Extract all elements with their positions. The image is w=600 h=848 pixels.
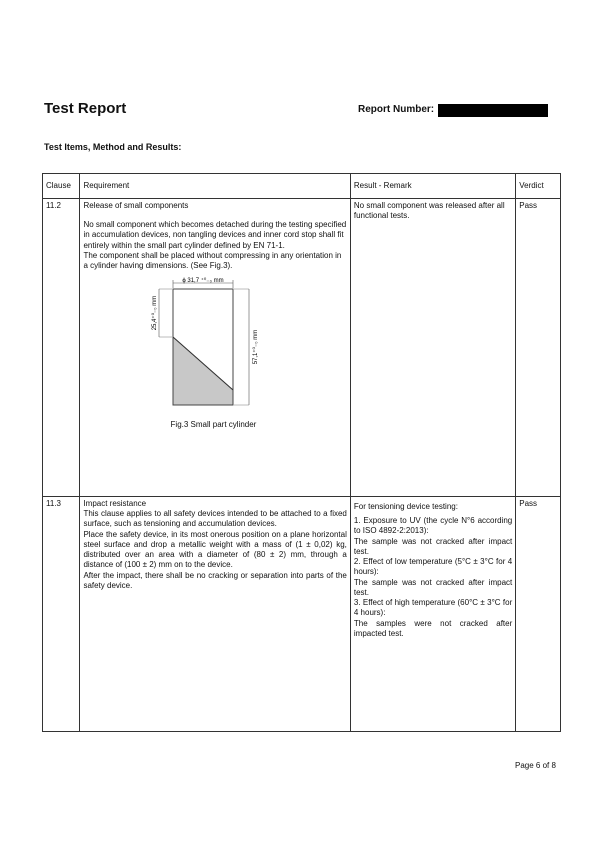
requirement-paragraph: Place the safety device, in its most onerous position on a plane horizontal steel surface and drop a metallic weight with a mass of (1 ± 0,02) kg, distributed over an area with a diameter of (80 ± 2) mm, through a distance of (100 ± 2) mm on to the device. <box>83 529 347 570</box>
result-cell <box>350 497 515 732</box>
cylinder-diagram <box>153 277 273 413</box>
figure-caption: Fig.3 Small part cylinder <box>170 419 257 429</box>
table-row <box>43 199 561 497</box>
report-number-redacted <box>438 104 548 117</box>
requirement-paragraph: After the impact, there shall be no cracking or separation into parts of the safety device. <box>83 570 347 590</box>
right-dimension-label: 57,1⁺⁰₋₀ mm <box>253 330 260 365</box>
requirement-title: Impact resistance <box>83 499 147 508</box>
section-title: Test Items, Method and Results: <box>44 142 182 152</box>
column-header-clause: Clause <box>43 174 80 199</box>
small-part-cylinder-figure <box>153 277 273 416</box>
left-dimension-label: 25,4⁺⁰₋₀ mm <box>152 296 159 331</box>
result-line: 1. Exposure to UV (the cycle N°6 according to ISO 4892-2:2013): <box>353 516 513 536</box>
cylinder-fill <box>173 289 233 405</box>
verdict-cell: Pass <box>516 497 561 732</box>
page-title: Test Report <box>44 100 127 117</box>
page-number: Page 6 of 8 <box>515 761 556 770</box>
table-row <box>43 497 561 732</box>
requirement-cell <box>80 497 350 732</box>
result-line: 3. Effect of high temperature (60°C ± 3°C for 4 hours): <box>353 598 513 618</box>
column-header-verdict: Verdict <box>516 174 561 199</box>
result-line: The samples were not cracked after impacted test. <box>353 618 513 638</box>
requirement-title: Release of small components <box>83 201 189 210</box>
table-header-row <box>43 174 561 199</box>
clause-cell: 11.2 <box>43 199 80 497</box>
top-dimension-label: ϕ 31,7 ⁺⁰₋₀ mm <box>182 278 225 285</box>
report-number-label: Report Number: <box>358 104 435 115</box>
result-line: For tensioning device testing: <box>353 502 458 511</box>
result-line: The sample was not cracked after impact test. <box>353 536 513 556</box>
results-table <box>42 173 561 732</box>
requirement-paragraph: No small component which becomes detached during the testing specified in accumulation devices, non tangling devices and inner cord stop shall fit entirely within the small part cylinder defined by EN 71-1. <box>83 220 347 250</box>
result-line: The sample was not cracked after impact test. <box>353 577 513 597</box>
column-header-result: Result - Remark <box>350 174 515 199</box>
column-header-requirement: Requirement <box>80 174 350 199</box>
clause-cell: 11.3 <box>43 497 80 732</box>
requirement-paragraph: The component shall be placed without compressing in any orientation in a cylinder having dimensions. (See Fig.3). <box>83 250 342 271</box>
requirement-cell <box>80 199 350 497</box>
result-cell: No small component was released after all functional tests. <box>350 199 515 497</box>
requirement-paragraph: This clause applies to all safety devices intended to be attached to a fixed surface, such as tensioning and accumulation devices. <box>83 509 347 529</box>
verdict-cell: Pass <box>516 199 561 497</box>
result-line: 2. Effect of low temperature (5°C ± 3°C for 4 hours): <box>353 557 513 577</box>
